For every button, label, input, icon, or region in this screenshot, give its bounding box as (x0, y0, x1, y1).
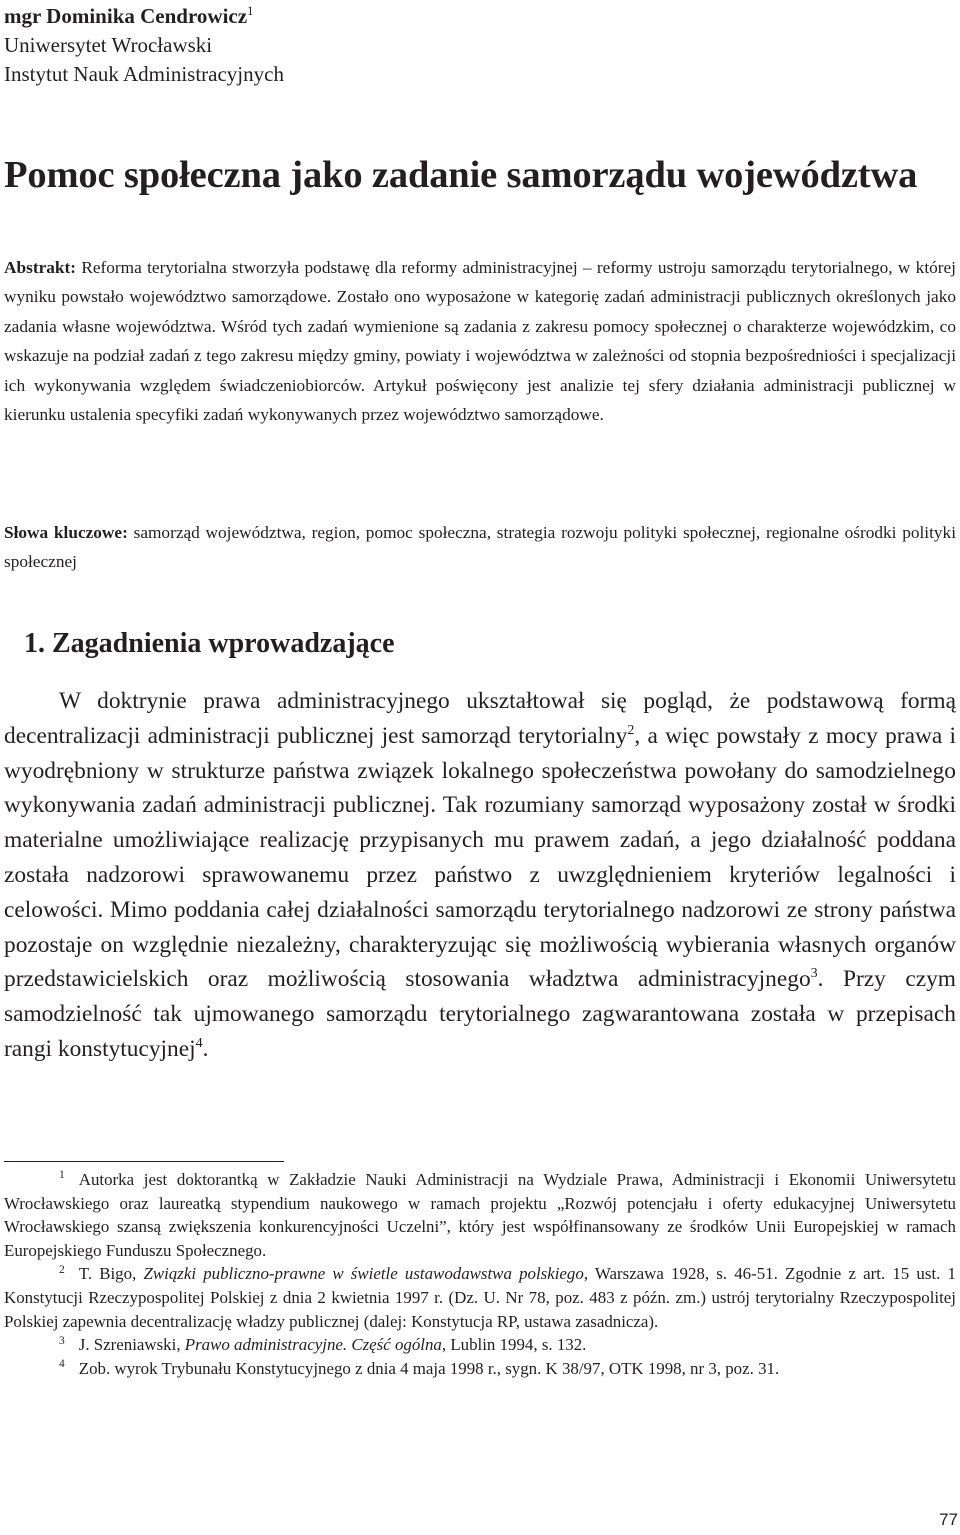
footnote-number: 3 (59, 1334, 65, 1347)
author-block (4, 2, 284, 89)
abstract-label: Abstrakt: (4, 258, 77, 277)
footnote-1 (4, 1168, 956, 1262)
keywords (4, 518, 956, 577)
footnote-text: J. Szreniawski, (78, 1335, 185, 1355)
footnote-text: , Lublin 1994, s. 132. (441, 1335, 587, 1355)
author-name: mgr Dominika Cendrowicz (4, 4, 248, 28)
abstract (4, 253, 956, 429)
footnotes (4, 1168, 956, 1380)
footnote-2 (4, 1262, 956, 1333)
keywords-text: samorząd województwa, region, pomoc społeczna, strategia rozwoju polityki społecznej, regionalne ośrodki polityki społecznej (4, 523, 956, 572)
footnote-number: 2 (59, 1263, 65, 1276)
cited-work-title: Prawo administracyjne. Część ogólna (184, 1335, 442, 1355)
footnote-text: , Warszawa 1928, s. 46-51. Zgodnie z art. 15 ust. 1 Konstytucji Rzeczypospolitej Polskiej z dnia 2 kwietnia 1997 r. (Dz. U. Nr 78, poz. 483 z późn. zm.) ustrój terytorialny Rzeczypospolitej Polskiej zapewnia decentralizację władzy publicznej (dalej: Konstytucja RP, ustawa zasadnicza). (4, 1264, 956, 1331)
footnote-4 (4, 1357, 956, 1381)
body-text-part: W doktrynie prawa administracyjnego ukształtował się pogląd, że podstawową formą decentralizacji administracji publicznej jest samorząd terytorialny (4, 688, 956, 749)
page-number: 77 (939, 1510, 958, 1529)
footnote-ref[interactable]: 1 (247, 4, 254, 18)
footnote-ref[interactable]: 2 (627, 722, 635, 738)
footnote-number: 4 (59, 1358, 65, 1371)
footnote-number: 1 (59, 1169, 65, 1182)
body-text-part: . (202, 1035, 209, 1062)
body-paragraph (4, 684, 956, 1067)
cited-work-title: Związki publiczno-prawne w świetle ustawodawstwa polskiego (143, 1264, 584, 1284)
footnote-3 (4, 1333, 956, 1357)
footnote-text: Autorka jest doktorantką w Zakładzie Nauki Administracji na Wydziale Prawa, Administracji i Ekonomii Uniwersytetu Wrocławskiego oraz laureatką stypendium naukowego w ramach projektu „Rozwój potencjału i oferty edukacyjnej Uniwersytetu Wrocławskiego szansą zwiększenia konkurencyjności Uczelni”, który jest współfinansowany ze środków Unii Europejskiej w ramach Europejskiego Funduszu Społecznego. (4, 1170, 956, 1260)
keywords-label: Słowa kluczowe: (4, 523, 128, 542)
university-name: Uniwersytet Wrocławski (4, 33, 213, 57)
section-heading: 1. Zagadnienia wprowadzające (24, 628, 395, 659)
footnote-text: T. Bigo, (78, 1264, 144, 1284)
author-line (4, 2, 284, 31)
body-text-part: . Przy czym samodzielność tak ujmowanego samorządu terytorialnego zagwarantowana została w przepisach rangi konstytucyjnej (4, 966, 956, 1062)
footnote-ref[interactable]: 4 (195, 1035, 203, 1052)
institute-name: Instytut Nauk Administracyjnych (4, 62, 284, 86)
body-text-part: , a więc powstały z mocy prawa i wyodrębniony w strukturze państwa związek lokalnego społeczeństwa powołany do samodzielnego wykonywania zadań administracji publicznej. Tak rozumiany samorząd wyposażony został w środki materialne umożliwiające realizację przypisanych mu prawem zadań, a jego działalność poddana została nadzorowi sprawowanemu przez państwo z uwzględnieniem kryteriów legalności i celowości. Mimo poddania całej działalności samorządu terytorialnego nadzorowi ze strony państwa pozostaje on względnie niezależny, charakteryzując się możliwością wybierania własnych organów przedstawicielskich oraz możliwością stosowania władztwa administracyjnego (4, 722, 956, 993)
footnote-text: Zob. wyrok Trybunału Konstytucyjnego z dnia 4 maja 1998 r., sygn. K 38/97, OTK 1998, nr 3, poz. 31. (78, 1358, 780, 1378)
abstract-text: Reforma terytorialna stworzyła podstawę dla reformy administracyjnej – reformy ustroju samorządu terytorialnego, w której wyniku powstało województwo samorządowe. Zostało ono wyposażone w kategorię zadań administracji publicznych określonych jako zadania własne województwa. Wśród tych zadań wymienione są zadania z zakresu pomocy społecznej o charakterze wojewódzkim, co wskazuje na podział zadań z tego zakresu między gminy, powiaty i województwa w zależności od stopnia bezpośredniości i specjalizacji ich wykonywania względem świadczeniobiorców. Artykuł poświęcony jest analizie tej sfery działania administracji publicznej w kierunku ustalenia specyfiki zadań wykonywanych przez województwo samorządowe. (4, 258, 956, 425)
article-title: Pomoc społeczna jako zadanie samorządu województwa (4, 154, 918, 196)
footnote-ref[interactable]: 3 (810, 965, 818, 982)
footnote-divider (4, 1161, 284, 1162)
